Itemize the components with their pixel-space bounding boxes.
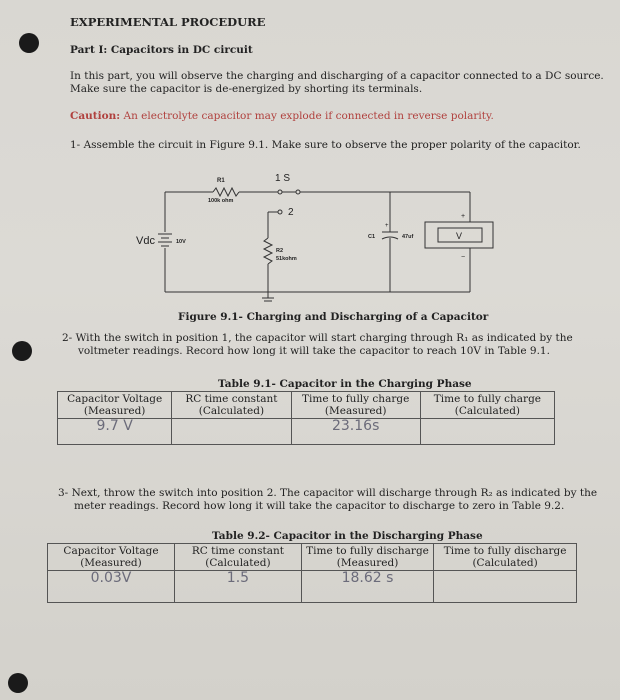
- caution-line: [70, 110, 494, 123]
- r2-value: 51kohm: [276, 256, 297, 262]
- table-cell: [420, 419, 554, 445]
- step-3-text: meter readings. Record how long it will take the capacitor to discharge to zero in Table 9.2.: [74, 500, 565, 512]
- table-cell: 0.03V: [48, 571, 175, 603]
- part-title: Part I: Capacitors in DC circuit: [70, 44, 253, 56]
- intro-text: Make sure the capacitor is de-energized by shorting its terminals.: [70, 83, 423, 95]
- page-heading: EXPERIMENTAL PROCEDURE: [70, 15, 266, 29]
- table-row: [48, 571, 577, 603]
- figure-caption: Figure 9.1- Charging and Discharging of a Capacitor: [178, 311, 489, 323]
- step-3-text: 3- Next, throw the switch into position 2. The capacitor will discharge through R₂ as indicated by the: [58, 487, 598, 499]
- c1-label: C1: [368, 234, 376, 240]
- step-2-text: 2- With the switch in position 1, the capacitor will start charging through R₁ as indicated by the: [62, 332, 573, 344]
- table-header-cell: Capacitor Voltage (Measured): [48, 544, 175, 571]
- table-header-cell: Time to fully discharge (Calculated): [434, 544, 577, 571]
- binder-hole: [19, 33, 39, 53]
- table-cell: 1.5: [174, 571, 301, 603]
- table-cell: 18.62 s: [301, 571, 433, 603]
- svg-text:−: −: [461, 254, 466, 261]
- vdc-value: 10V: [176, 239, 186, 245]
- table-cell: 9.7 V: [58, 419, 172, 445]
- step-2-text: voltmeter readings. Record how long it will take the capacitor to reach 10V in Table 9.1.: [78, 345, 550, 357]
- r2-label: R2: [276, 248, 284, 254]
- table-cell: [172, 419, 291, 445]
- resistor-r2: [264, 238, 272, 264]
- voltmeter-label: V: [456, 231, 463, 241]
- svg-text:+: +: [385, 223, 389, 229]
- table-header-cell: RC time constant (Calculated): [174, 544, 301, 571]
- table-9-2: [47, 543, 577, 603]
- table-cell: [434, 571, 577, 603]
- table-header-row: [58, 392, 555, 419]
- r1-value: 100k ohm: [208, 198, 234, 204]
- table-header-cell: Time to fully charge (Calculated): [420, 392, 554, 419]
- table-header-cell: Time to fully charge (Measured): [291, 392, 420, 419]
- table-9-1: [57, 391, 555, 445]
- caution-text: An electrolyte capacitor may explode if connected in reverse polarity.: [123, 110, 494, 122]
- table-row: [58, 419, 555, 445]
- switch-position-2: 2: [288, 207, 294, 218]
- table-9-1-title: Table 9.1- Capacitor in the Charging Phase: [218, 378, 472, 390]
- step-1-text: 1- Assemble the circuit in Figure 9.1. Make sure to observe the proper polarity of the capacitor.: [70, 139, 581, 151]
- binder-hole: [12, 341, 32, 361]
- svg-text:+: +: [461, 213, 466, 220]
- binder-hole: [8, 673, 28, 693]
- c1-value: 47uf: [402, 234, 414, 240]
- table-header-cell: RC time constant (Calculated): [172, 392, 291, 419]
- table-9-2-title: Table 9.2- Capacitor in the Discharging Phase: [212, 530, 483, 542]
- caution-label: Caution:: [70, 110, 121, 122]
- switch-label: 1 S: [275, 173, 291, 184]
- table-header-cell: Time to fully discharge (Measured): [301, 544, 433, 571]
- circuit-diagram: [120, 160, 510, 305]
- table-cell: 23.16s: [291, 419, 420, 445]
- resistor-r1: [213, 188, 239, 196]
- intro-text: In this part, you will observe the charging and discharging of a capacitor connected to a DC source.: [70, 70, 604, 82]
- r1-label: R1: [217, 178, 225, 184]
- table-header-cell: Capacitor Voltage (Measured): [58, 392, 172, 419]
- table-header-row: [48, 544, 577, 571]
- vdc-label: Vdc: [136, 235, 155, 247]
